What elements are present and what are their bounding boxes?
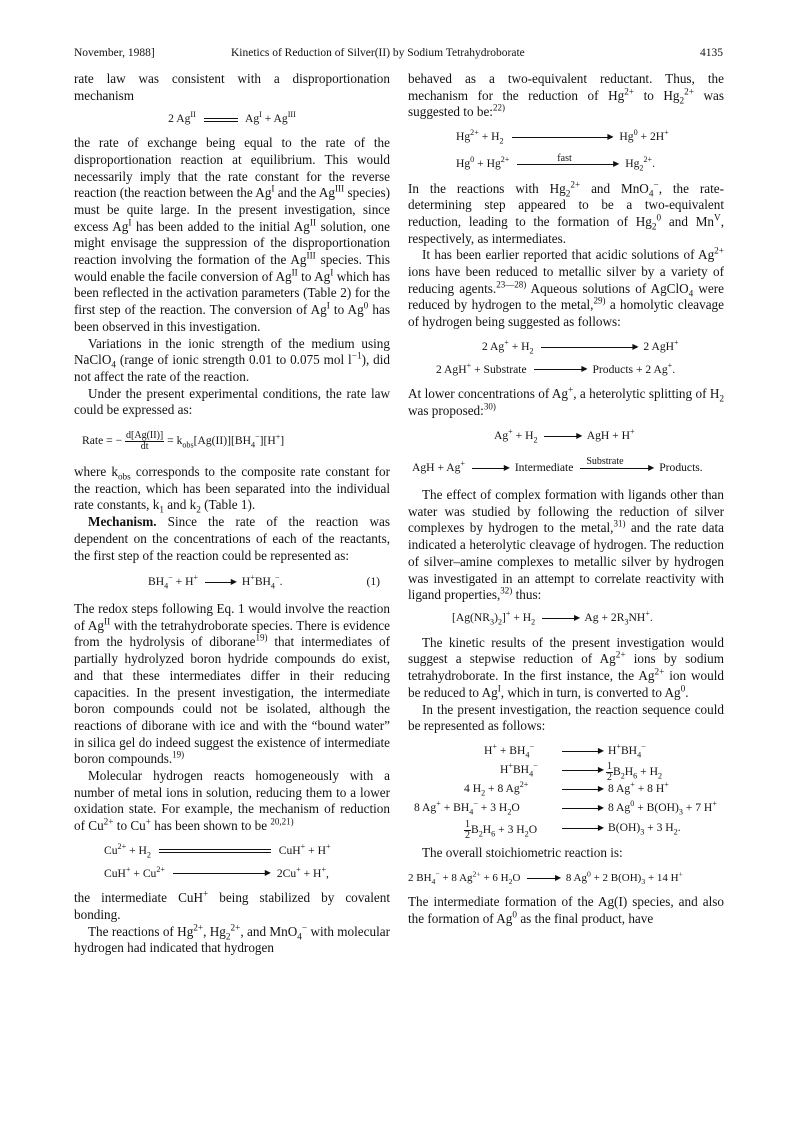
paragraph: The overall stoichiometric reaction is: xyxy=(422,844,623,860)
equation-amine: $[Ag(NR_3)_2]^+ + H_2$ ▶ $Ag + 2R_3NH^+$. xyxy=(452,609,653,627)
paragraph: Variations in the ionic strength of the medium using NaClO$_4$ (range of ionic strength 0.01 to 0.075 mol $l^{-1}$), did not affect the rate of the reaction. xyxy=(74,335,390,384)
equation-overall: 2 $BH_4^- + 8$ $Ag^{2+} + 6$ $H_2O$ ▶ 8 $Ag^0 + 2$ $B(OH)_3 + 14$ H+ xyxy=(408,868,683,886)
paragraph: It has been earlier reported that acidic solutions of $Ag^{2+}$ ions have been reduced to metallic silver by a variety of reducing agents.$^{23—28)}$ Aqueous solutions of AgClO$_4$ were reduced by hydrogen to the metal,$^{29)}$ a homolytic cleavage of hydrogen being suggested as follows: xyxy=(408,245,725,330)
equation-disproportionation: 2 $Ag^{II}$ $Ag^I + Ag^{III}$ xyxy=(168,110,296,126)
paragraph: The kinetic results of the present investigation would suggest a stepwise reduction of $Ag^{2+}$ ions by sodium tetrahydroborate. In the first instance, the $Ag^{2+}$ ion would be reduced to $Ag^I$, which in turn, is converted to Ag$^0$. xyxy=(408,634,724,700)
equation-1: $BH_4^- + H^+$ ▶ $H^+BH_4^-$. (1) xyxy=(148,573,380,591)
paragraph: the intermediate CuH+ being stabilized by covalent bonding. xyxy=(74,888,390,922)
equation-hg-2: $Hg^0 + Hg^{2+}$ fast ▶ $Hg_2^{2+}$. xyxy=(456,152,655,173)
equation-ag-4: AgH + Ag+ ▶ Intermediate Substrate ▶ Products. xyxy=(412,456,703,475)
equation-cu-1: $Cu^{2+} + H_2$ CuH+ + H+ xyxy=(104,841,331,860)
paragraph: where $k_{obs}$ corresponds to the composite rate constant for the reaction, which has been separated into the individual rate constants, $k_1$ and $k_2$ (Table 1). xyxy=(74,464,390,516)
paragraph: In the present investigation, the reaction sequence could be represented as follows: xyxy=(408,701,724,734)
paragraph: The redox steps following Eq. 1 would involve the reaction of $Ag^{II}$ with the tetrahydroborate species. There is evidence from the hydrolysis of diborane$^{19)}$ that intermediates of partially hydrolyzed boron hydride compounds do exist, and that these intermediates differ in their reducing capacities. In the present investigation, the intermediate boron compounds could not be isolated, although the reactions of diborane with ice and with the “bound water” in silica gel do indeed suggest the existence of intermediate boron compounds.$^{19)}$ xyxy=(74,600,390,767)
equation-ag-1: 2 $Ag^+ + H_2$ ▶ 2 AgH+ xyxy=(482,337,679,356)
paragraph: Molecular hydrogen reacts homogeneously with a number of metal ions in solution, reducing them to a lower oxidation state. For example, the mechanism of reduction of $Cu^{2+}$ to Cu+ has been shown to be $^{20,21)}$ xyxy=(74,768,390,834)
paragraph: In the reactions with $Hg_2^{2+}$ and MnO$_4$−, the rate-determining step appeared to be a two-equivalent reduction, leading to the formation of $Hg_2^0$ and $Mn^V$, respectively, as intermediates. xyxy=(408,179,724,246)
paragraph: the rate of exchange being equal to the rate of the disproportionation reaction at equilibrium. This would necessarily imply that the rate constant for the reverse reaction (the reaction between the $Ag^I$ and the $Ag^{III}$ species) must be quite large. In the present investigation, since excess $Ag^I$ has been added to the initial $Ag^{II}$ solution, one might envisage the suppression of the disproportionation reaction involving the formation of the $Ag^{III}$ species. This would enable the facile conversion of $Ag^{II}$ to $Ag^I$ which has been reflected in the activation parameters (Table 2) for the first step of the reaction. The conversion of $Ag^I$ to Ag$^0$ has been observed in this investigation. xyxy=(74,135,390,334)
paragraph: behaved as a two-equivalent reductant. Thus, the mechanism for the reduction of $Hg^{2+}$ to $Hg_2^{2+}$ was suggested to be:$^{22)}$ xyxy=(408,71,724,120)
header-title: Kinetics of Reduction of Silver(II) by Sodium Tetrahydroborate xyxy=(231,47,525,59)
equation-cu-2: $CuH^+ + Cu^{2+}$ ▶ 2Cu+ + H+, xyxy=(104,864,329,880)
paragraph: The effect of complex formation with ligands other than water was studied by following the reduction of silver complexes by hydrogen to the metal,$^{31)}$ and the rate data indicated a heterolytic cleavage of hydrogen. The reduction of silver–amine complexes to metallic silver by hydrogen was investigated in an attempt to correlate reactivity with ligand properties,$^{32)}$ thus: xyxy=(408,487,724,603)
right-column xyxy=(408,71,724,928)
paragraph: At lower concentrations of Ag+, a heterolytic splitting of $H_2$ was proposed:$^{30)}$ xyxy=(408,384,724,418)
equation-hg-1: $Hg^{2+} + H_2$ ▶ $Hg^0 + 2H^+$ xyxy=(456,128,669,146)
paragraph: rate law was consistent with a disproportionation mechanism xyxy=(74,71,390,103)
paragraph: The intermediate formation of the Ag(I) species, and also the formation of Ag$^0$ as the final product, have xyxy=(408,894,724,927)
running-header xyxy=(74,47,723,63)
reaction-sequence: $H^+ + BH_4^-$ ▶ $H^+BH_4^-$ $H^+BH_4^-$ ▶ $\frac{1}{2}$ $B_2H_6 + H_2$ 4 $H_2 + 8$ $Ag^{2+}$ ▶ 8 Ag+ + 8 H+ 8 $Ag^+ + BH_4^- + 3$ $H_2O$ ▶ 8 $Ag^0 + B(OH)_3 + 7$ H+ $\frac{1}{2}$ $B_2H_6 + 3$ $H_2O$ ▶ $B(OH)_3 + 3$ $H_2$. xyxy=(414,742,717,841)
rate-law-equation: Rate = − $\frac{d[Ag(II)]}{dt}$ = $k_{obs}[Ag(II)][BH_4^-][H^+]$ xyxy=(82,430,285,453)
header-date: November, 1988] xyxy=(74,47,155,59)
paragraph: Mechanism. Since the rate of the reaction was dependent on the concentrations of each of the reactants, the first step of the reaction could be represented as: xyxy=(74,514,390,563)
page-number: 4135 xyxy=(700,47,723,59)
equation-ag-3: $Ag^+ + H_2$ ▶ AgH + H+ xyxy=(494,426,635,444)
left-column xyxy=(74,71,390,957)
equation-ag-2: 2 AgH+ + Substrate ▶ Products + 2 Ag+. xyxy=(436,360,676,376)
section-heading: Mechanism. xyxy=(88,514,157,530)
paragraph: The reactions of $Hg^{2+}$, $Hg_2^{2+}$, and MnO$_4$− with molecular hydrogen had indicated that hydrogen xyxy=(74,922,390,956)
paragraph: Under the present experimental conditions, the rate law could be expressed as: xyxy=(74,385,390,418)
